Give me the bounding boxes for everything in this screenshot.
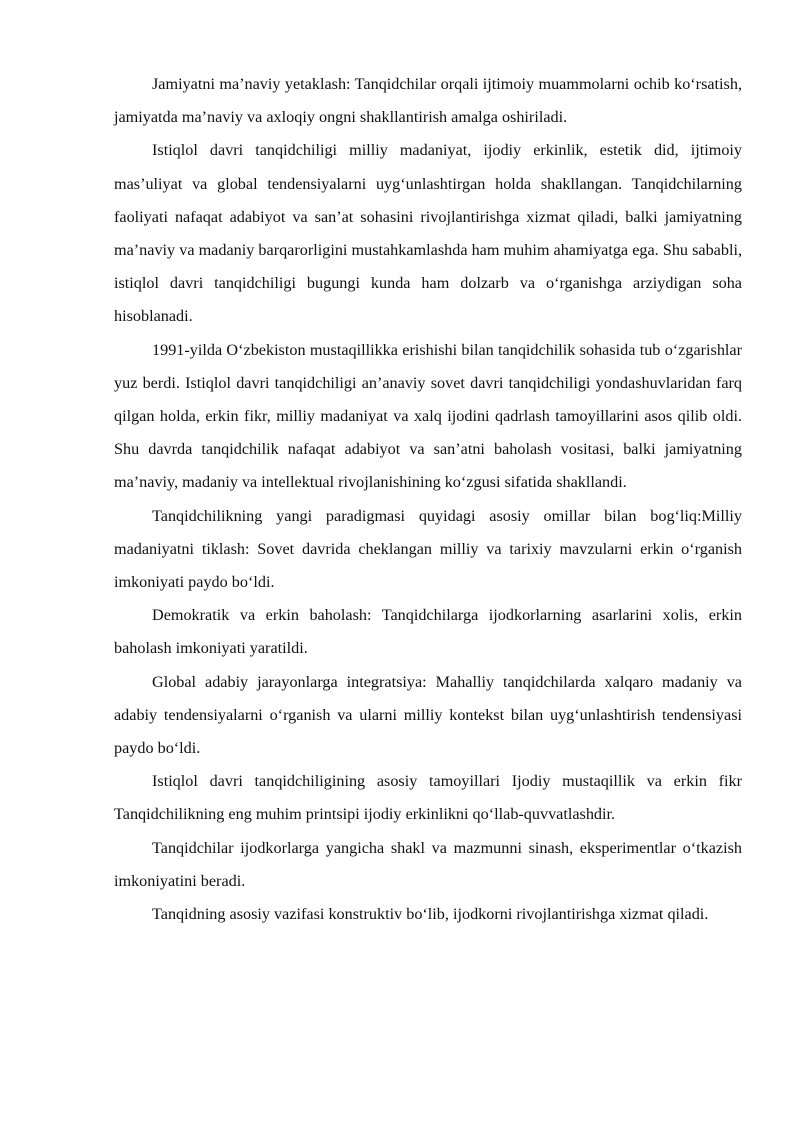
- paragraph: Demokratik va erkin baholash: Tanqidchilarga ijodkorlarning asarlarini xolis, erkin baholash imkoniyati yaratildi.: [114, 606, 742, 658]
- paragraph: Jamiyatni ma’naviy yetaklash: Tanqidchilar orqali ijtimoiy muammolarni ochib ko‘rsatish, jamiyatda ma’naviy va axloqiy ongni shakllantirish amalga oshiriladi.: [114, 75, 742, 127]
- paragraph: 1991-yilda O‘zbekiston mustaqillikka erishishi bilan tanqidchilik sohasida tub o‘zgarishlar yuz berdi. Istiqlol davri tanqidchiligi an’anaviy sovet davri tanqidchiligi yondashuvlaridan farq qilgan holda, erkin fikr, milliy madaniyat va xalq ijodini qadrlash tamoyillarini asos qilib oldi. Shu davrda tanqidchilik nafaqat adabiyot va san’atni baholash vositasi, balki jamiyatning ma’naviy, madaniy va intellektual rivojlanishining ko‘zgusi sifatida shakllandi.: [114, 340, 742, 492]
- document-page: [114, 68, 742, 931]
- paragraph: Tanqidning asosiy vazifasi konstruktiv bo‘lib, ijodkorni rivojlantirishga xizmat qiladi.: [152, 905, 709, 924]
- paragraph: Tanqidchilikning yangi paradigmasi quyidagi asosiy omillar bilan bog‘liq:Milliy madaniyatni tiklash: Sovet davrida cheklangan milliy va tarixiy mavzularni erkin o‘rganish imkoniyati paydo bo‘ldi.: [114, 506, 742, 592]
- paragraph: Global adabiy jarayonlarga integratsiya: Mahalliy tanqidchilarda xalqaro madaniy va adabiy tendensiyalarni o‘rganish va ularni milliy kontekst bilan uyg‘unlashtirish tendensiyasi paydo bo‘ldi.: [114, 672, 742, 758]
- paragraph: Istiqlol davri tanqidchiligi milliy madaniyat, ijodiy erkinlik, estetik did, ijtimoiy mas’uliyat va global tendensiyalarni uyg‘unlashtirgan holda shakllangan. Tanqidchilarning faoliyati nafaqat adabiyot va san’at sohasini rivojlantirishga xizmat qiladi, balki jamiyatning ma’naviy va madaniy barqarorligini mustahkamlashda ham muhim ahamiyatga ega. Shu sababli, istiqlol davri tanqidchiligi bugungi kunda ham dolzarb va o‘rganishga arziydigan soha hisoblanadi.: [114, 141, 742, 326]
- paragraph: Tanqidchilar ijodkorlarga yangicha shakl va mazmunni sinash, eksperimentlar o‘tkazish imkoniyatini beradi.: [114, 838, 742, 890]
- paragraph: Istiqlol davri tanqidchiligining asosiy tamoyillari Ijodiy mustaqillik va erkin fikr Tanqidchilikning eng muhim printsipi ijodiy erkinlikni qo‘llab-quvvatlashdir.: [114, 772, 742, 824]
